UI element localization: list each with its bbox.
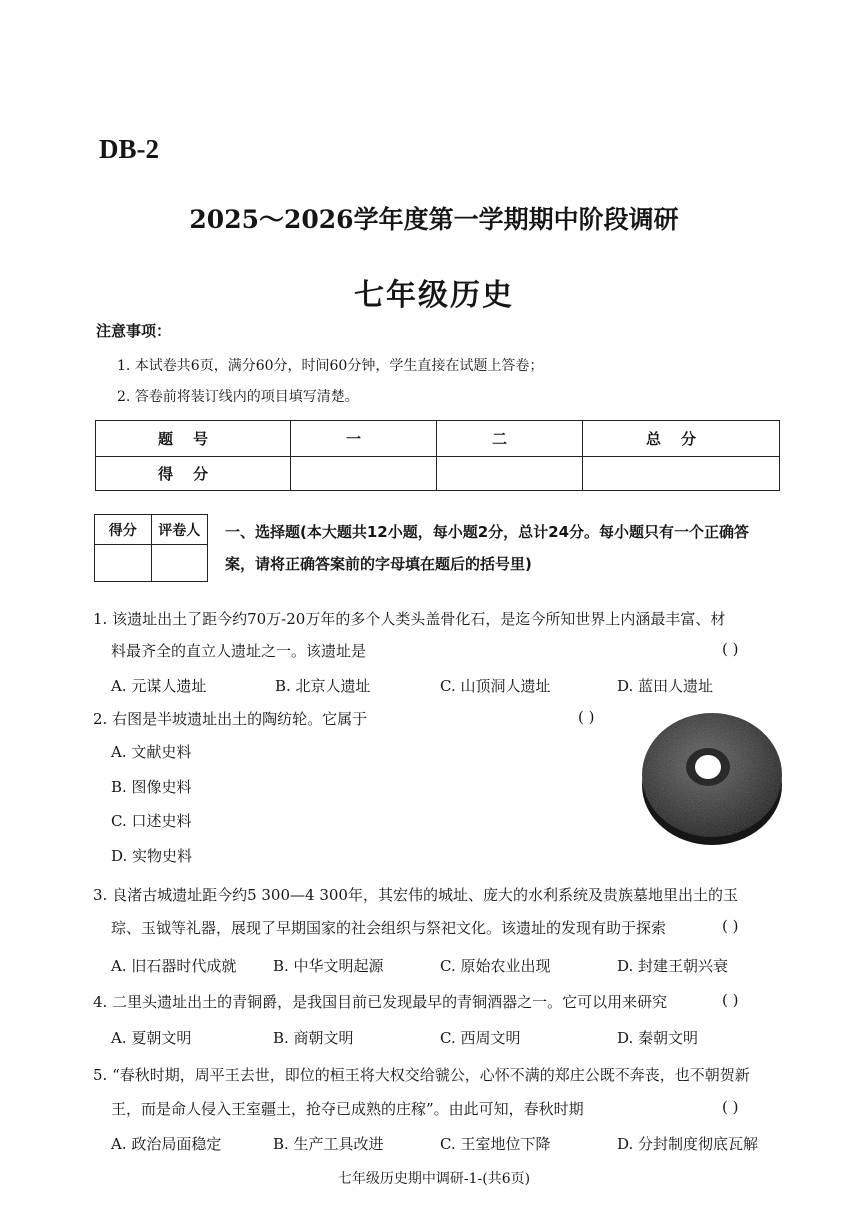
option-a: A. 政治局面稳定: [111, 1135, 222, 1153]
question-5-stem: 5. “春秋时期，周平王去世，即位的桓王将大权交给虢公，心怀不满的郑庄公既不奔丧，也不朝贺新: [93, 1066, 750, 1084]
option-b: B. 图像史料: [111, 778, 192, 796]
paper-code: DB-2: [99, 134, 159, 164]
grader-name-cell[interactable]: [151, 545, 208, 582]
score-cell[interactable]: [583, 457, 780, 491]
option-b: B. 中华文明起源: [273, 957, 384, 975]
spindle-whorl-image: [640, 705, 785, 850]
grader-box: [94, 514, 208, 582]
grader-name-label: 评卷人: [151, 515, 208, 545]
option-d: D. 秦朝文明: [617, 1029, 699, 1047]
subject-title: 七年级历史: [354, 278, 514, 313]
question-4-stem: 4. 二里头遗址出土的青铜爵，是我国目前已发现最早的青铜酒器之一。它可以用来研究: [93, 993, 668, 1011]
option-c: C. 口述史料: [111, 812, 192, 830]
answer-bracket[interactable]: ( ): [578, 708, 595, 726]
answer-bracket[interactable]: ( ): [722, 991, 739, 1009]
section-instructions: [225, 516, 785, 580]
notice-heading: 注意事项：: [96, 322, 172, 340]
grader-score-label: 得分: [95, 515, 152, 545]
option-a: A. 夏朝文明: [111, 1029, 192, 1047]
page-footer: 七年级历史期中调研-1-(共6页): [337, 1171, 531, 1187]
question-1-stem-cont: 料最齐全的直立人遗址之一。该遗址是: [111, 642, 367, 660]
question-1-stem: 1. 该遗址出土了距今约70万-20万年的多个人类头盖骨化石，是迄今所知世界上内涵最丰富、材: [93, 610, 726, 628]
option-d: D. 蓝田人遗址: [617, 677, 714, 695]
section-line: 一、选择题(本大题共12小题，每小题2分，总计24分。每小题只有一个正确答: [225, 523, 750, 541]
option-d: D. 实物史料: [111, 847, 193, 865]
notice-item: 2. 答卷前将装订线内的项目填写清楚。: [117, 389, 359, 405]
option-b: B. 生产工具改进: [273, 1135, 384, 1153]
option-b: B. 商朝文明: [273, 1029, 354, 1047]
question-3-stem: 3. 良渚古城遗址距今约5 300—4 300年，其宏伟的城址、庞大的水利系统及贵族墓地里出土的玉: [93, 886, 738, 904]
grader-score-cell[interactable]: [95, 545, 152, 582]
exam-title: 2025～2026学年度第一学期期中阶段调研: [189, 205, 679, 234]
notice-item: 1. 本试卷共6页，满分60分，时间60分钟，学生直接在试题上答卷；: [117, 358, 544, 374]
option-a: A. 旧石器时代成就: [111, 957, 237, 975]
option-d: D. 封建王朝兴衰: [617, 957, 729, 975]
option-c: C. 原始农业出现: [440, 957, 551, 975]
option-a: A. 元谋人遗址: [111, 677, 207, 695]
score-header-label: 题号: [96, 421, 291, 457]
option-d: D. 分封制度彻底瓦解: [617, 1135, 759, 1153]
question-5-stem-cont: 王，而是命人侵入王室疆土，抢夺已成熟的庄稼”。由此可知，春秋时期: [111, 1100, 584, 1118]
section-line: 案，请将正确答案前的字母填在题后的括号里): [225, 555, 532, 573]
question-3-stem-cont: 琮、玉钺等礼器，展现了早期国家的社会组织与祭祀文化。该遗址的发现有助于探索: [111, 919, 667, 937]
score-header-part2: 二: [437, 421, 583, 457]
option-c: C. 西周文明: [440, 1029, 521, 1047]
score-table: [95, 420, 780, 491]
option-b: B. 北京人遗址: [275, 677, 371, 695]
answer-bracket[interactable]: ( ): [722, 1098, 739, 1116]
score-row-label: 得分: [96, 457, 291, 491]
score-cell[interactable]: [291, 457, 437, 491]
answer-bracket[interactable]: ( ): [722, 917, 739, 935]
score-cell[interactable]: [437, 457, 583, 491]
answer-bracket[interactable]: ( ): [722, 640, 739, 658]
option-a: A. 文献史料: [111, 743, 192, 761]
option-c: C. 山顶洞人遗址: [440, 677, 551, 695]
score-header-part1: 一: [291, 421, 437, 457]
score-header-total: 总分: [583, 421, 780, 457]
question-2-stem: 2. 右图是半坡遗址出土的陶纺轮。它属于: [93, 710, 368, 728]
option-c: C. 王室地位下降: [440, 1135, 551, 1153]
